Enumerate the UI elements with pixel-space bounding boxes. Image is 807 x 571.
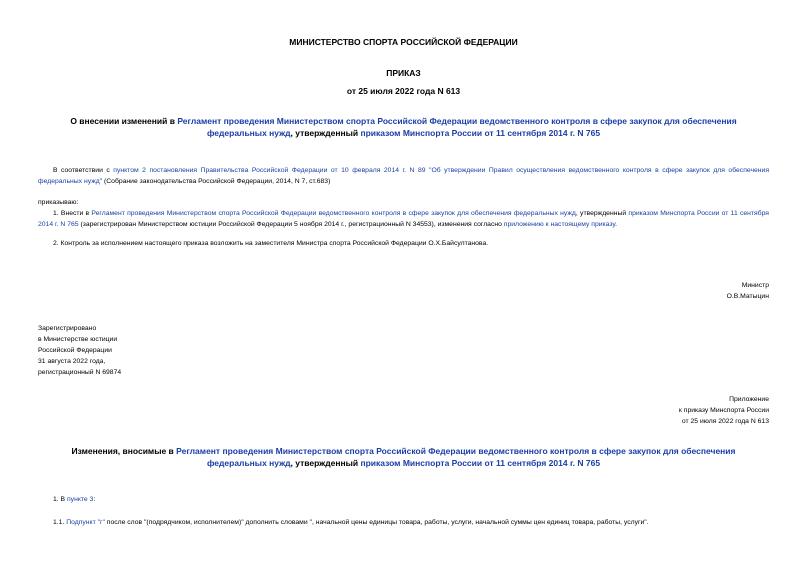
preamble-post: (Собрание законодательства Российской Федерации, 2014, N 7, ст.683) [102,177,331,185]
item1-link-regulation[interactable]: Регламент проведения Министерством спорта Российской Федерации ведомственного контроля в сфере закупок для обеспечения федеральных нужд [91,210,576,217]
order-title [50,115,757,139]
item-2-paragraph: 2. Контроль за исполнением настоящего приказа возложить на заместителя Министра спорта Российской Федерации О.Х.Байсултанова. [53,240,489,247]
registration-line-2: в Министерстве юстиции [38,336,118,343]
change-1-1-paragraph [38,518,769,529]
preamble-link-resolution[interactable]: пунктом 2 постановления Правительства Российской Федерации от 10 февраля 2014 г. N 89 "Об утверждении Правил осуществления ведомственного контроля в сфере закупок для обеспечения федеральных нужд" [38,167,769,185]
change11-pre: 1.1. [53,519,67,526]
item1-mid1: , утвержденный [575,210,629,217]
doc-type-heading: ПРИКАЗ [386,68,421,78]
change-1-paragraph [38,495,769,506]
item1-link-appendix[interactable]: приложению к настоящему приказу [503,220,616,228]
change1-post: : [93,496,96,503]
changes-title-link-regulation[interactable]: Регламент проведения Министерством спорта Российской Федерации ведомственного контроля в сфере закупок для обеспечения федеральных нужд [176,446,736,468]
changes-title-link-order-765[interactable]: приказом Минспорта России от 11 сентября 2014 г. N 765 [360,458,601,468]
item-1-paragraph [38,209,769,230]
appendix-block [679,394,769,427]
changes-title-pre: Изменения, вносимые в [71,446,177,456]
title-mid: , утвержденный [290,128,361,138]
changes-title-mid: , утвержденный [290,458,361,468]
order-word: приказываю: [38,199,79,206]
item1-link-order-765[interactable]: приказом Минспорта России от 11 сентября 2014 г. N 765 [38,210,769,228]
appendix-line-3: от 25 июля 2022 года N 613 [681,418,769,425]
preamble-pre: В соответствии с [53,167,114,174]
signature-position: Министр [741,282,769,289]
order-date-number: от 25 июля 2022 года N 613 [346,86,461,96]
registration-line-5: регистрационный N 69874 [38,369,122,376]
appendix-line-1: Приложение [729,396,769,403]
change1-pre: 1. В [53,496,67,503]
title-link-regulation[interactable]: Регламент проведения Министерством спорта Российской Федерации ведомственного контроля в сфере закупок для обеспечения федеральных нужд [177,116,737,138]
change11-link-subpoint-g[interactable]: Подпункт "г" [66,519,105,526]
ministry-heading: МИНИСТЕРСТВО СПОРТА РОССИЙСКОЙ ФЕДЕРАЦИИ [289,37,518,47]
registration-block [38,323,121,378]
change11-post: после слов "(подрядчиком, исполнителем)" дополнить словами ", начальной цены единицы товара, работы, услуги, начальной суммы цен единиц товара, работы, услуги". [104,519,649,526]
change1-link-point-3[interactable]: пункте 3 [66,496,94,503]
item1-post: . [615,220,618,228]
title-pre: О внесении изменений в [70,116,178,126]
changes-title [50,445,757,469]
signature-name: О.В.Матыцин [726,293,769,300]
registration-line-4: 31 августа 2022 года, [38,358,106,365]
registration-line-1: Зарегистрировано [38,325,97,332]
item1-pre: 1. Внести в [53,210,92,217]
signature-block [727,280,769,302]
item1-mid2: (зарегистрирован Министерством юстиции Российской Федерации 5 ноября 2014 г., регистрационный N 34553), изменения согласно [78,220,504,228]
registration-line-3: Российской Федерации [38,347,112,354]
appendix-line-2: к приказу Минспорта России [678,407,769,414]
preamble-paragraph [38,166,769,187]
title-link-order-765[interactable]: приказом Минспорта России от 11 сентября 2014 г. N 765 [360,128,601,138]
